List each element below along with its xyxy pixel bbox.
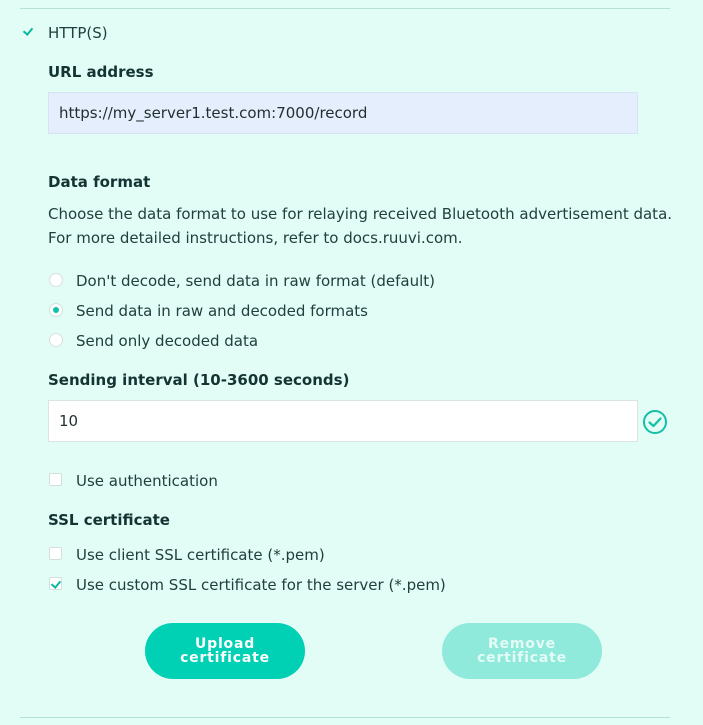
remove-certificate-label: Remove certificate (477, 636, 567, 666)
interval-input-value: 10 (59, 412, 79, 430)
auth-label[interactable]: Use authentication (76, 472, 218, 490)
url-input[interactable] (48, 92, 638, 134)
data-format-heading: Data format (48, 173, 151, 191)
radio-selected-dot (53, 307, 59, 313)
checkmark-icon (51, 578, 61, 589)
url-heading: URL address (48, 63, 154, 81)
url-input-value: https://my_server1.test.com:7000/record (59, 104, 368, 122)
client-ssl-checkbox[interactable] (49, 547, 62, 560)
upload-certificate-label: Upload certificate (180, 636, 270, 666)
bottom-divider (20, 717, 670, 718)
http-label[interactable]: HTTP(S) (48, 24, 108, 42)
interval-input[interactable] (48, 400, 638, 442)
upload-certificate-button[interactable] (145, 623, 305, 679)
interval-heading: Sending interval (10-3600 seconds) (48, 371, 350, 389)
top-divider (20, 8, 670, 9)
client-ssl-label[interactable]: Use client SSL certificate (*.pem) (76, 546, 325, 564)
data-format-description-line1: Choose the data format to use for relaying received Bluetooth advertisement data. (48, 205, 673, 223)
auth-checkbox[interactable] (49, 473, 62, 486)
radio-decoded-only[interactable] (49, 333, 63, 347)
radio-raw-and-decoded-label[interactable]: Send data in raw and decoded formats (76, 302, 369, 320)
radio-raw-format[interactable] (49, 273, 63, 287)
remove-certificate-button[interactable] (442, 623, 602, 679)
server-ssl-checkbox[interactable] (49, 577, 62, 590)
http-checkbox[interactable] (21, 25, 34, 38)
radio-raw-format-label[interactable]: Don't decode, send data in raw format (default) (76, 272, 435, 290)
checkmark-icon (23, 25, 33, 36)
radio-decoded-only-label[interactable]: Send only decoded data (76, 332, 259, 350)
server-ssl-label[interactable]: Use custom SSL certificate for the server (*.pem) (76, 576, 446, 594)
ssl-heading: SSL certificate (48, 511, 170, 529)
check-circle-icon (642, 409, 668, 435)
radio-raw-and-decoded[interactable] (49, 303, 63, 317)
data-format-description-line2: For more detailed instructions, refer to docs.ruuvi.com. (48, 229, 463, 247)
